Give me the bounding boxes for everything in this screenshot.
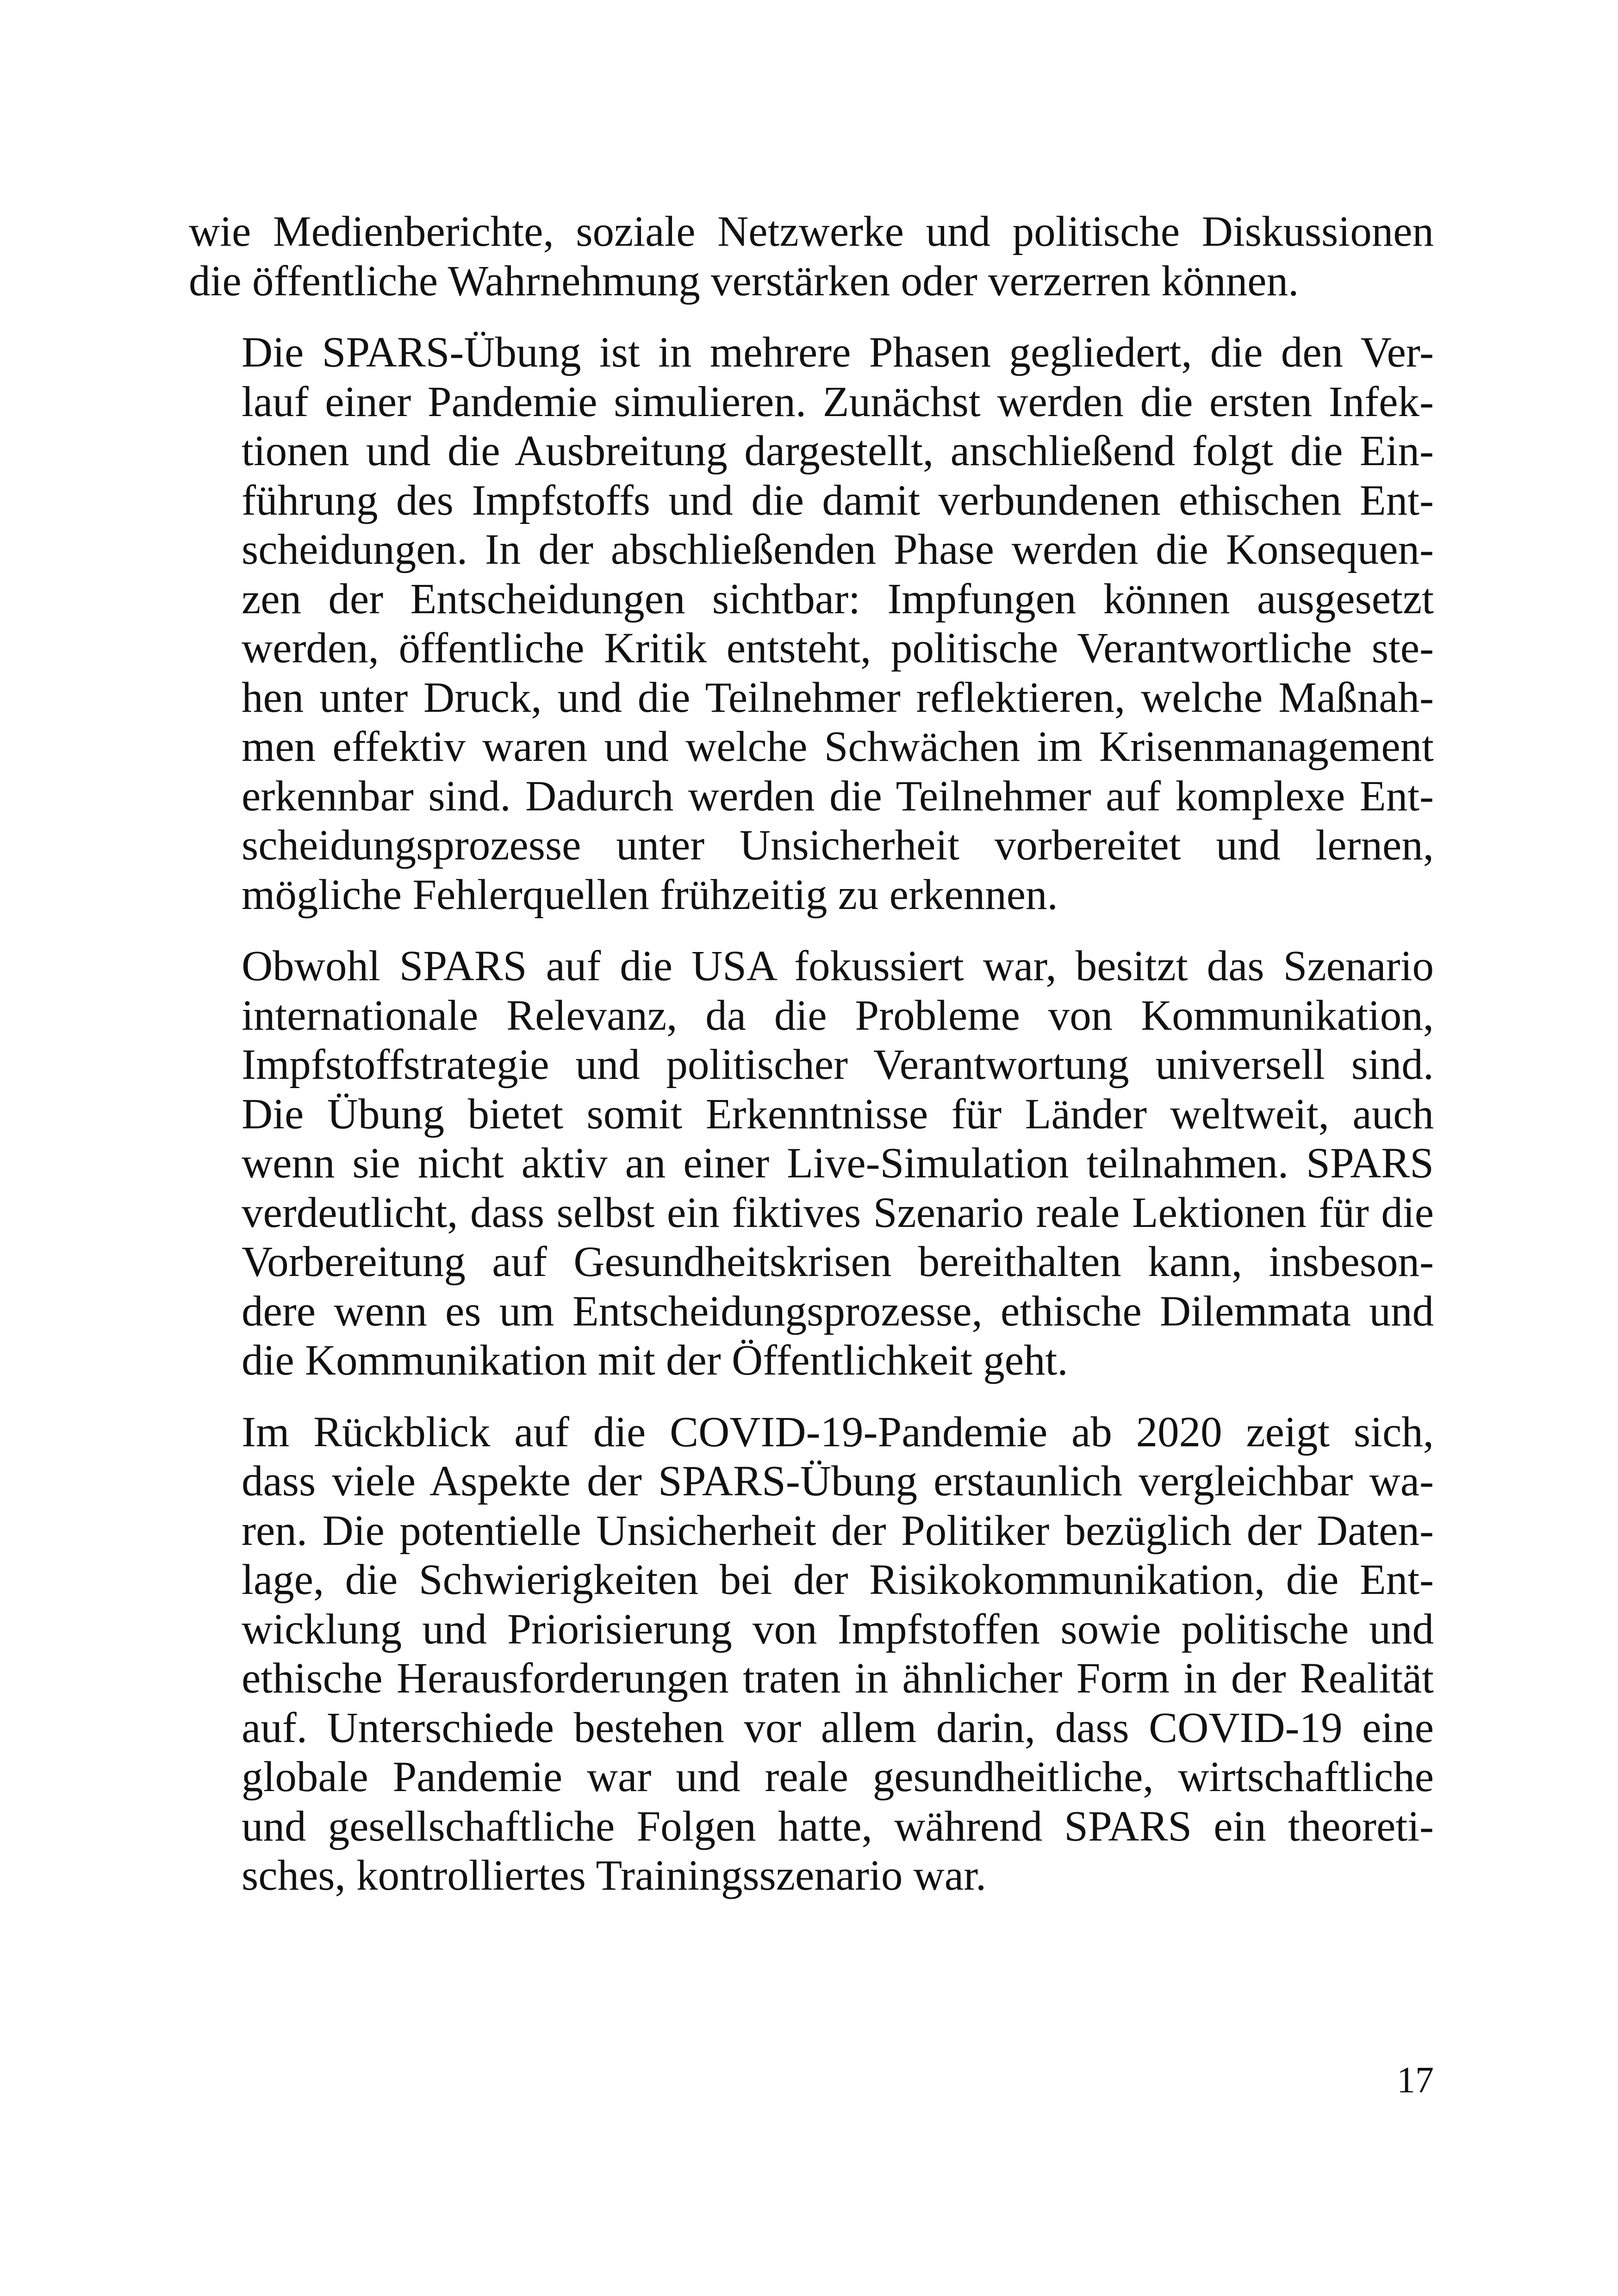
body-text: [189, 207, 1434, 1901]
text-line: lage, die Schwierigkeiten bei der Risikokommunikation, die Ent-: [242, 1556, 1434, 1604]
text-line: globale Pandemie war und reale gesundheitliche, wirtschaftliche: [242, 1753, 1434, 1801]
text-line: lauf einer Pandemie simulieren. Zunächst werden die ersten Infek-: [242, 378, 1434, 426]
text-line: dere wenn es um Entscheidungsprozesse, ethische Dilemmata und: [242, 1287, 1434, 1335]
text-line: Vorbereitung auf Gesundheitskrisen bereithalten kann, insbeson-: [242, 1238, 1434, 1286]
text-line: dass viele Aspekte der SPARS-Übung erstaunlich vergleichbar wa-: [242, 1457, 1434, 1505]
text-line: ethische Herausforderungen traten in ähnlicher Form in der Realität: [242, 1655, 1434, 1702]
text-line: auf. Unterschiede bestehen vor allem darin, dass COVID-19 eine: [242, 1704, 1434, 1752]
text-line: werden, öffentliche Kritik entsteht, politische Verantwortliche ste-: [242, 624, 1434, 672]
text-line: wenn sie nicht aktiv an einer Live-Simulation teilnahmen. SPARS: [242, 1139, 1434, 1187]
text-line: erkennbar sind. Dadurch werden die Teilnehmer auf komplexe Ent-: [242, 772, 1434, 820]
text-line: Impfstoffstrategie und politischer Verantwortung universell sind.: [242, 1041, 1434, 1089]
text-line: die Kommunikation mit der Öffentlichkeit geht.: [242, 1337, 1068, 1384]
text-line: scheidungen. In der abschließenden Phase werden die Konsequen-: [242, 526, 1434, 573]
page-number: 17: [1397, 2060, 1434, 2101]
text-line: Die SPARS-Übung ist in mehrere Phasen gegliedert, die den Ver-: [242, 329, 1434, 376]
text-line: verdeutlicht, dass selbst ein fiktives Szenario reale Lektionen für die: [242, 1188, 1434, 1237]
text-line: wie Medienberichte, soziale Netzwerke und politische Diskussionen: [189, 208, 1434, 255]
text-line: zen der Entscheidungen sichtbar: Impfungen können ausgesetzt: [242, 575, 1434, 623]
paragraph-1: [189, 207, 1434, 306]
text-line: mögliche Fehlerquellen frühzeitig zu erkennen.: [242, 871, 1058, 919]
text-line: ren. Die potentielle Unsicherheit der Politiker bezüglich der Daten-: [242, 1506, 1434, 1555]
text-line: sches, kontrolliertes Trainingsszenario war.: [242, 1852, 987, 1899]
text-line: Obwohl SPARS auf die USA fokussiert war, besitzt das Szenario: [242, 942, 1434, 990]
paragraph-4: [189, 1408, 1434, 1901]
text-line: tionen und die Ausbreitung dargestellt, anschließend folgt die Ein-: [242, 427, 1434, 475]
text-line: men effektiv waren und welche Schwächen im Krisenmanagement: [242, 723, 1434, 771]
paragraph-3: [189, 942, 1434, 1386]
text-line: scheidungsprozesse unter Unsicherheit vorbereitet und lernen,: [242, 821, 1434, 869]
text-line: Im Rückblick auf die COVID-19-Pandemie ab 2020 zeigt sich,: [242, 1408, 1434, 1456]
text-line: wicklung und Priorisierung von Impfstoffen sowie politische und: [242, 1605, 1434, 1653]
text-line: Die Übung bietet somit Erkenntnisse für Länder weltweit, auch: [242, 1090, 1434, 1138]
text-line: internationale Relevanz, da die Probleme von Kommunikation,: [242, 991, 1434, 1039]
text-line: die öffentliche Wahrnehmung verstärken oder verzerren können.: [189, 257, 1299, 305]
text-line: hen unter Druck, und die Teilnehmer reflektieren, welche Maßnah-: [242, 673, 1434, 722]
paragraph-2: [189, 328, 1434, 920]
text-line: führung des Impfstoffs und die damit verbundenen ethischen Ent-: [242, 476, 1434, 524]
text-line: und gesellschaftliche Folgen hatte, während SPARS ein theoreti-: [242, 1802, 1434, 1850]
